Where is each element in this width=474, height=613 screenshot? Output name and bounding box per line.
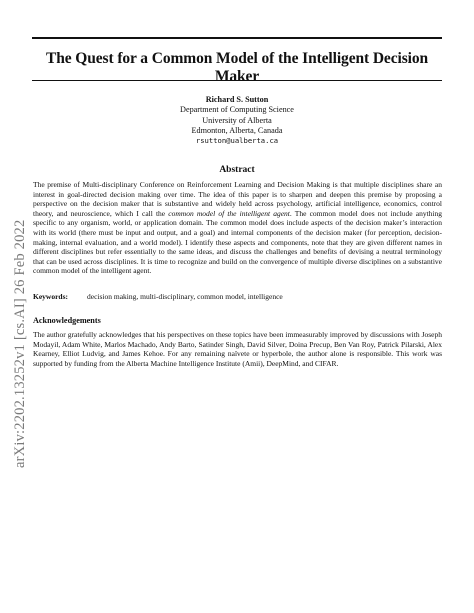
acknowledgements-body: The author gratefully acknowledges that his perspectives on these topics have been immeasurably improved by discussions with Joseph Modayil, Adam White, Marlos Machado, Andy Barto, Satinder Singh, David Silver, Doina Precup, Ben Van Roy, Patrick Pilarski, Alex Kearney, Elliot Ludvig, and James Kehoe. For any remaining naïvete or hyperbole, the author alone is responsible. This work was supported by funding from the Alberta Machine Intelligence Institute (Amii), DeepMind, and CIFAR. (33, 330, 442, 368)
arxiv-identifier-stamp (8, 160, 34, 468)
paper-title: The Quest for a Common Model of the Intelligent Decision Maker (45, 50, 428, 85)
author-email: rsutton@ualberta.ca (195, 136, 279, 146)
author-name: Richard S. Sutton (205, 95, 269, 104)
arxiv-stamp-text: arXiv:2202.13252v1 [cs.AI] 26 Feb 2022 (12, 219, 28, 468)
author-location: Edmonton, Alberta, Canada (191, 125, 283, 135)
abstract-body (33, 180, 442, 276)
abstract-text-part1: The premise of Multi-disciplinary Conference on Reinforcement Learning and Decision Making is that multiple disciplines share an interest in goal-directed decision making over time. The idea of this paper is to sharpen and deepen this premise by proposing a perspective on the decision maker that is substantive and widely held across psychology, artificial intelligence, economics, control theory, and neuroscience, which I call the (33, 180, 442, 218)
abstract-heading: Abstract (219, 165, 255, 175)
title-bottom-rule (32, 80, 442, 81)
abstract-italic-term: common model of the intelligent agent (168, 208, 290, 218)
acknowledgements-heading: Acknowledgements (33, 316, 101, 325)
author-university: University of Alberta (202, 115, 272, 125)
keywords-label: Keywords: (33, 292, 68, 301)
keywords-line (33, 292, 442, 301)
title-top-rule (32, 37, 442, 39)
abstract-text-part2: . The common model does not include anything specific to any organism, world, or application domain. The common model does include aspects of the decision maker’s interaction with its world (there must be input and output, and a goal) and internal components of the decision maker (for perception, decision-making, internal evaluation, and a world model). I identify these aspects and components, note that they are given different names in different disciplines but refer essentially to the same ideas, and discuss the challenges and benefits of devising a neutral terminology that can be used across disciplines. It is time to recognize and build on the convergence of multiple diverse disciplines on a substantive common model of the intelligent agent. (33, 208, 443, 276)
keywords-value: decision making, multi-disciplinary, common model, intelligence (87, 292, 283, 301)
author-department: Department of Computing Science (180, 105, 294, 115)
author-block (87, 95, 387, 146)
